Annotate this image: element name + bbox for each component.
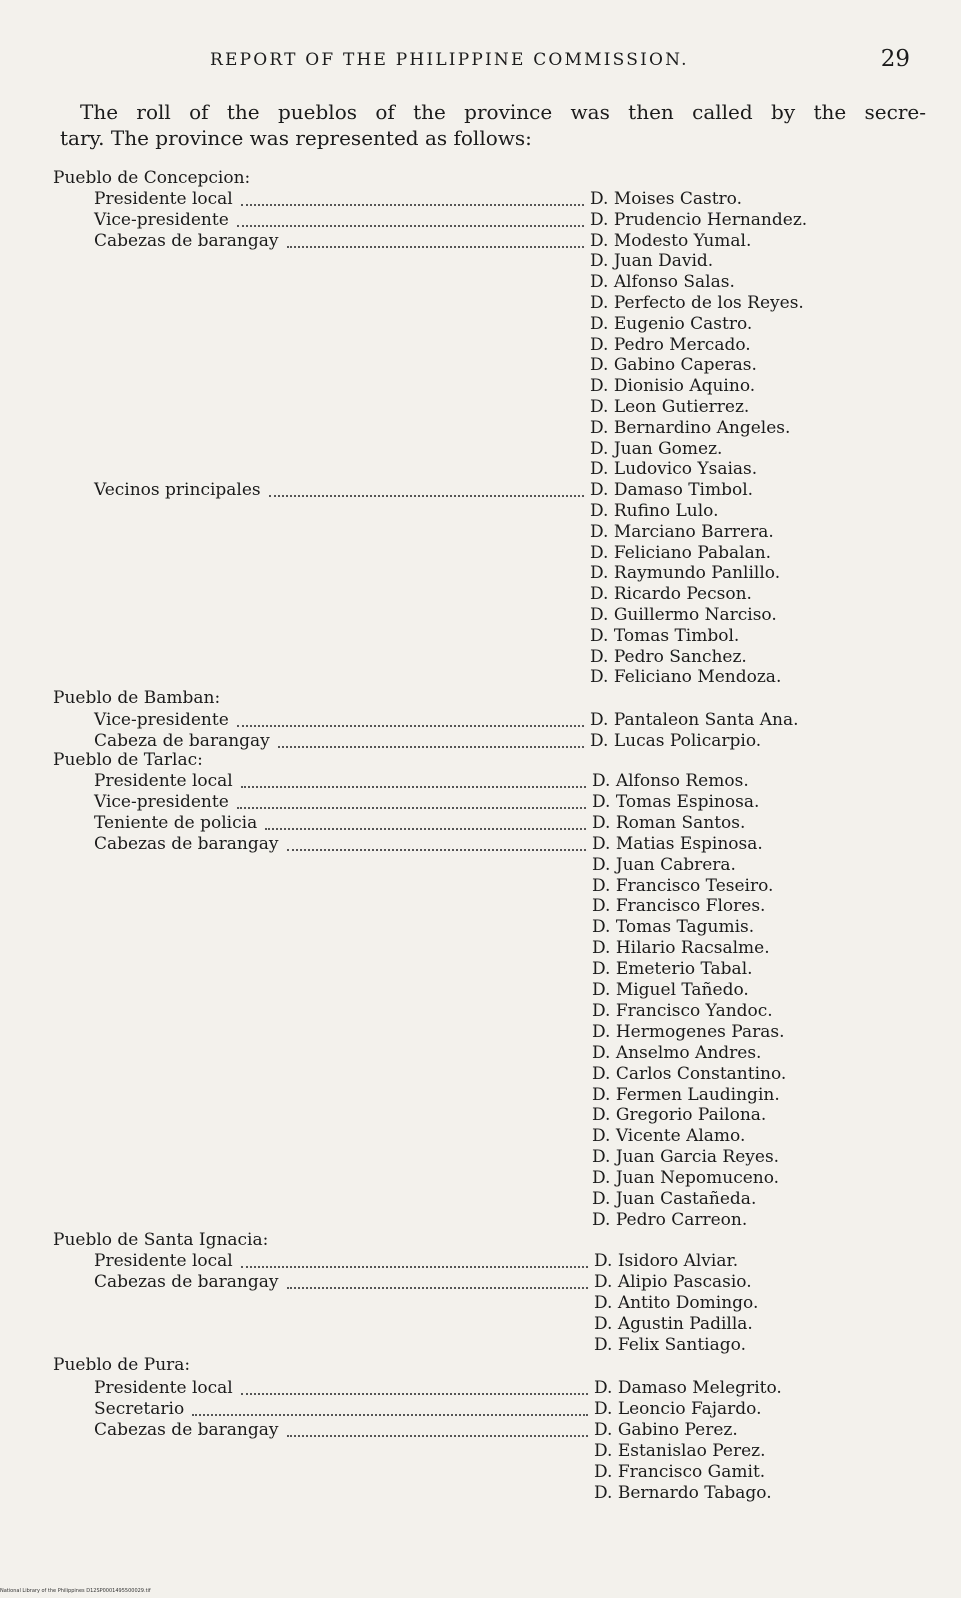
member-name: D. Damaso Timbol.: [590, 480, 754, 501]
member-name: D. Carlos Constantino.: [592, 1063, 787, 1084]
member-name: D. Juan Nepomuceno.: [592, 1168, 780, 1189]
member-name: D. Hermogenes Paras.: [592, 1021, 785, 1042]
member-name: D. Tomas Tagumis.: [592, 917, 755, 938]
intro-line-2: tary. The province was represented as follows:: [60, 126, 532, 150]
member-name: D. Gabino Perez.: [594, 1420, 738, 1440]
role-label: Vice-presidente: [94, 791, 229, 812]
role-label: Vice-presidente: [94, 209, 229, 230]
member-name: D. Juan Castañeda.: [592, 1189, 757, 1209]
member-name: D. Agustin Padilla.: [594, 1314, 753, 1334]
intro-paragraph: [60, 99, 926, 151]
member-name: D. Felix Santiago.: [594, 1335, 746, 1355]
member-name: D. Marciano Barrera.: [590, 521, 774, 542]
member-name: D. Matias Espinosa.: [592, 833, 763, 854]
member-name: D. Leoncio Fajardo.: [594, 1399, 762, 1419]
member-name: D. Raymundo Panlillo.: [590, 563, 781, 584]
member-name: D. Francisco Flores.: [592, 896, 766, 917]
dot-leader: [287, 1435, 588, 1437]
member-name: D. Leon Gutierrez.: [590, 397, 750, 417]
role-label: Cabeza de barangay: [94, 731, 270, 751]
member-name: D. Anselmo Andres.: [592, 1042, 762, 1063]
member-name: D. Modesto Yumal.: [590, 230, 752, 251]
dot-leader: [278, 746, 584, 748]
member-name: D. Francisco Yandoc.: [592, 1000, 773, 1021]
page-number: 29: [880, 46, 910, 72]
member-name: D. Pedro Sanchez.: [590, 646, 747, 667]
member-name: D. Pantaleon Santa Ana.: [590, 710, 799, 730]
member-name: D. Vicente Alamo.: [592, 1126, 746, 1147]
role-label: Teniente de policia: [94, 812, 258, 833]
dot-leader: [192, 1414, 588, 1416]
member-name: D. Gabino Caperas.: [590, 355, 757, 376]
running-head-title: REPORT OF THE PHILIPPINE COMMISSION.: [210, 50, 689, 70]
member-name: D. Juan David.: [590, 251, 714, 272]
member-name: D. Antito Domingo.: [594, 1293, 759, 1313]
role-label: Vecinos principales: [94, 480, 261, 501]
role-label: Presidente local: [94, 1251, 233, 1271]
member-name: D. Feliciano Mendoza.: [590, 667, 782, 688]
dot-leader: [241, 786, 586, 788]
member-name: D. Ricardo Pecson.: [590, 584, 752, 605]
role-label: Cabezas de barangay: [94, 1420, 279, 1440]
member-name: D. Ludovico Ysaias.: [590, 459, 758, 480]
dot-leader: [237, 725, 584, 727]
footer-credit: National Library of the Philippines D12SP0001495500029.tif: [0, 1588, 151, 1594]
member-name: D. Francisco Gamit.: [594, 1462, 766, 1482]
role-label: Cabezas de barangay: [94, 1272, 279, 1292]
member-name: D. Roman Santos.: [592, 812, 746, 833]
member-name: D. Juan Cabrera.: [592, 854, 736, 875]
dot-leader: [287, 849, 586, 851]
member-name: D. Feliciano Pabalan.: [590, 542, 772, 563]
dot-leader: [241, 204, 584, 206]
member-name: D. Pedro Carreon.: [592, 1209, 748, 1230]
pueblo-heading: Pueblo de Bamban:: [53, 688, 221, 708]
member-name: D. Alfonso Remos.: [592, 771, 749, 791]
role-label: Cabezas de barangay: [94, 833, 279, 854]
dot-leader: [237, 807, 586, 809]
member-name: D. Tomas Timbol.: [590, 625, 740, 646]
member-name: D. Hilario Racsalme.: [592, 938, 770, 959]
member-name: D. Guillermo Narciso.: [590, 605, 777, 625]
role-label: Cabezas de barangay: [94, 230, 279, 251]
member-name: D. Bernardo Tabago.: [594, 1483, 772, 1503]
member-name: D. Fermen Laudingin.: [592, 1084, 780, 1105]
member-name: D. Moises Castro.: [590, 189, 742, 209]
member-name: D. Prudencio Hernandez.: [590, 209, 808, 230]
role-label: Secretario: [94, 1399, 185, 1419]
member-name: D. Bernardino Angeles.: [590, 417, 791, 438]
pueblo-heading: Pueblo de Tarlac:: [53, 750, 203, 770]
dot-leader: [237, 225, 584, 227]
member-name: D. Tomas Espinosa.: [592, 791, 760, 812]
role-label: Presidente local: [94, 1378, 233, 1398]
dot-leader: [241, 1393, 588, 1395]
member-name: D. Emeterio Tabal.: [592, 959, 753, 980]
dot-leader: [269, 495, 584, 497]
member-name: D. Eugenio Castro.: [590, 313, 753, 334]
member-name: D. Damaso Melegrito.: [594, 1378, 782, 1398]
dot-leader: [265, 828, 586, 830]
member-name: D. Isidoro Alviar.: [594, 1251, 739, 1271]
role-label: Vice-presidente: [94, 710, 229, 730]
running-head: [210, 46, 910, 76]
member-name: D. Juan Gomez.: [590, 438, 723, 459]
member-name: D. Rufino Lulo.: [590, 501, 719, 521]
pueblo-heading: Pueblo de Pura:: [53, 1355, 191, 1375]
pueblo-heading: Pueblo de Concepcion:: [53, 168, 251, 188]
member-name: D. Gregorio Pailona.: [592, 1105, 767, 1126]
dot-leader: [241, 1266, 588, 1268]
role-label: Presidente local: [94, 189, 233, 209]
member-name: D. Alipio Pascasio.: [594, 1272, 752, 1292]
member-name: D. Estanislao Perez.: [594, 1441, 766, 1461]
member-name: D. Francisco Teseiro.: [592, 875, 774, 896]
member-name: D. Perfecto de los Reyes.: [590, 293, 804, 313]
dot-leader: [287, 1287, 588, 1289]
member-name: D. Dionisio Aquino.: [590, 376, 756, 397]
member-name: D. Juan Garcia Reyes.: [592, 1147, 780, 1168]
member-name: D. Alfonso Salas.: [590, 272, 735, 293]
member-name: D. Miguel Tañedo.: [592, 980, 749, 1000]
member-name: D. Pedro Mercado.: [590, 334, 751, 355]
role-label: Presidente local: [94, 771, 233, 791]
member-name: D. Lucas Policarpio.: [590, 731, 762, 751]
pueblo-heading: Pueblo de Santa Ignacia:: [53, 1230, 269, 1250]
dot-leader: [287, 246, 584, 248]
intro-line-1: The roll of the pueblos of the province was then called by the secre-: [80, 100, 926, 124]
